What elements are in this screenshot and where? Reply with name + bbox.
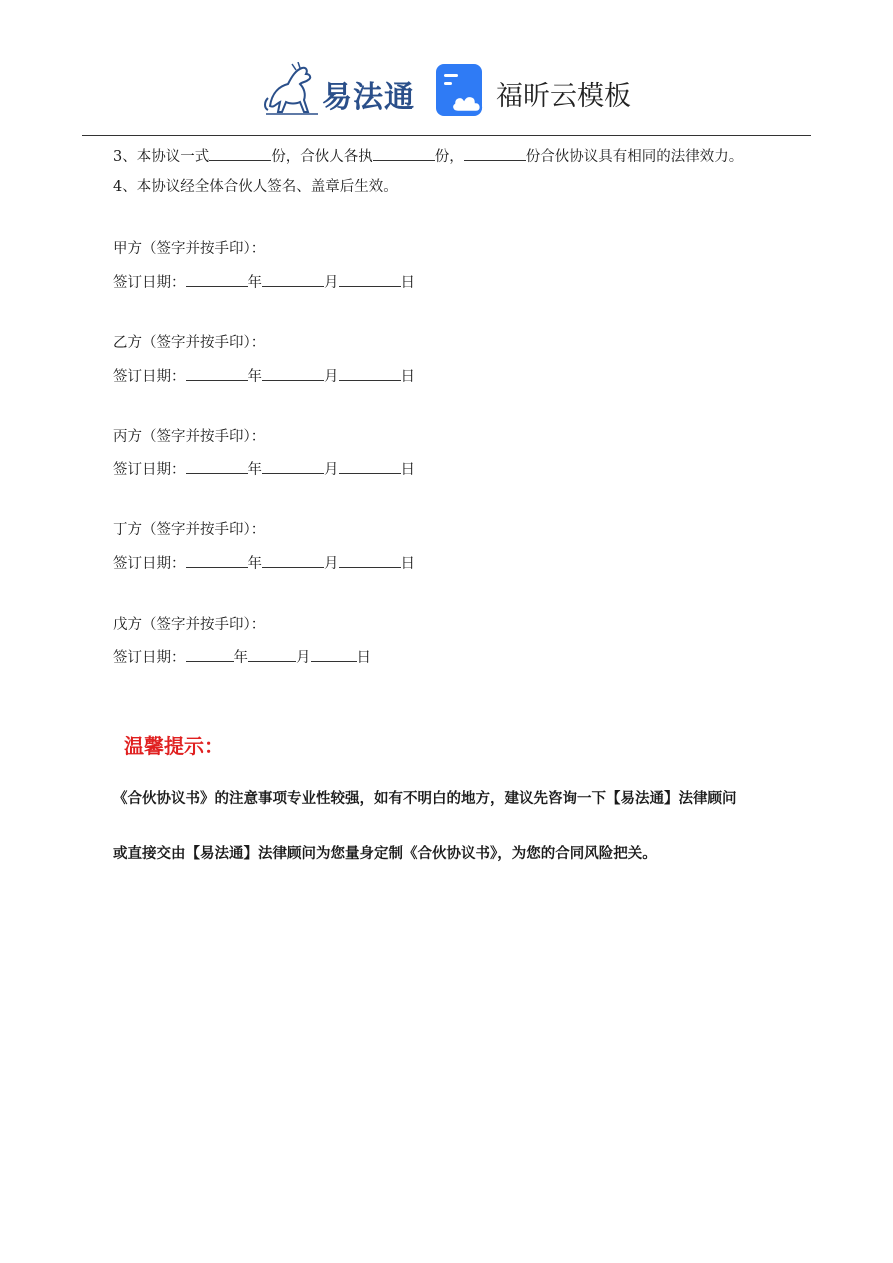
clause-3 — [113, 146, 743, 166]
fuxin-logo-text: 福昕云模板 — [496, 81, 631, 112]
year-label: 年 — [233, 650, 248, 666]
date-label: 签订日期： — [113, 462, 186, 478]
month-label: 月 — [296, 650, 311, 666]
party-wu-date — [113, 647, 371, 667]
day-label: 日 — [400, 369, 415, 385]
day-label: 日 — [400, 462, 415, 478]
tip-line-2: 或直接交由【易法通】法律顾问为您量身定制《合伙协议书》，为您的合同风险把关。 — [113, 845, 657, 862]
clause-4-text: 4、本协议经全体合伙人签名、盖章后生效。 — [113, 179, 398, 195]
year-blank — [186, 647, 234, 662]
day-label: 日 — [400, 556, 415, 572]
year-blank — [186, 553, 248, 568]
party-yi-date — [113, 366, 415, 386]
month-label: 月 — [324, 275, 339, 291]
party-wu-text: 戊方（签字并按手印）： — [113, 617, 266, 633]
year-label: 年 — [247, 462, 262, 478]
copies-each-blank — [373, 146, 435, 161]
year-blank — [186, 272, 248, 287]
month-label: 月 — [324, 462, 339, 478]
clause-4 — [113, 178, 398, 196]
party-jia-label — [113, 240, 265, 258]
copies-total-blank — [209, 146, 271, 161]
day-blank — [339, 366, 401, 381]
month-blank — [262, 553, 324, 568]
clause-3-text-d: 份合伙协议具有相同的法律效力。 — [525, 149, 744, 165]
month-blank — [262, 459, 324, 474]
day-blank — [311, 647, 357, 662]
day-label: 日 — [356, 650, 371, 666]
party-bing-date — [113, 459, 415, 479]
party-yi-text: 乙方（签字并按手印）： — [113, 335, 266, 351]
day-blank — [339, 459, 401, 474]
year-label: 年 — [247, 369, 262, 385]
party-yi-label — [113, 334, 265, 352]
horse-emblem-icon — [262, 62, 322, 118]
date-label: 签订日期： — [113, 275, 186, 291]
party-bing-text: 丙方（签字并按手印）： — [113, 429, 266, 445]
year-blank — [186, 366, 248, 381]
party-ding-label — [113, 521, 265, 539]
tip-line-1: 《合伙协议书》的注意事项专业性较强，如有不明白的地方，建议先咨询一下【易法通】法律顾问 — [113, 790, 737, 807]
yifatong-logo-text: 易法通 — [322, 80, 415, 115]
party-wu-label — [113, 616, 265, 634]
page-header — [0, 58, 893, 124]
clause-3-text-a: 3、本协议一式 — [113, 149, 210, 165]
clause-3-text-c: 份， — [434, 149, 464, 165]
day-blank — [339, 272, 401, 287]
header-divider — [82, 135, 811, 136]
day-label: 日 — [400, 275, 415, 291]
party-ding-date — [113, 553, 415, 573]
date-label: 签订日期： — [113, 556, 186, 572]
clause-3-text-b: 份，合伙人各执 — [271, 149, 373, 165]
month-label: 月 — [324, 556, 339, 572]
yifatong-logo — [262, 62, 414, 118]
month-blank — [262, 366, 324, 381]
party-ding-text: 丁方（签字并按手印）： — [113, 522, 266, 538]
month-blank — [262, 272, 324, 287]
year-label: 年 — [247, 275, 262, 291]
year-label: 年 — [247, 556, 262, 572]
date-label: 签订日期： — [113, 369, 186, 385]
party-jia-text: 甲方（签字并按手印）： — [113, 241, 266, 257]
fuxin-logo — [436, 64, 636, 120]
party-bing-label — [113, 428, 265, 446]
day-blank — [339, 553, 401, 568]
party-jia-date — [113, 272, 415, 292]
date-label: 签订日期： — [113, 650, 186, 666]
cloud-document-icon — [436, 64, 488, 116]
month-label: 月 — [324, 369, 339, 385]
year-blank — [186, 459, 248, 474]
copies-valid-blank — [464, 146, 526, 161]
month-blank — [248, 647, 296, 662]
tip-title: 温馨提示： — [124, 734, 224, 758]
